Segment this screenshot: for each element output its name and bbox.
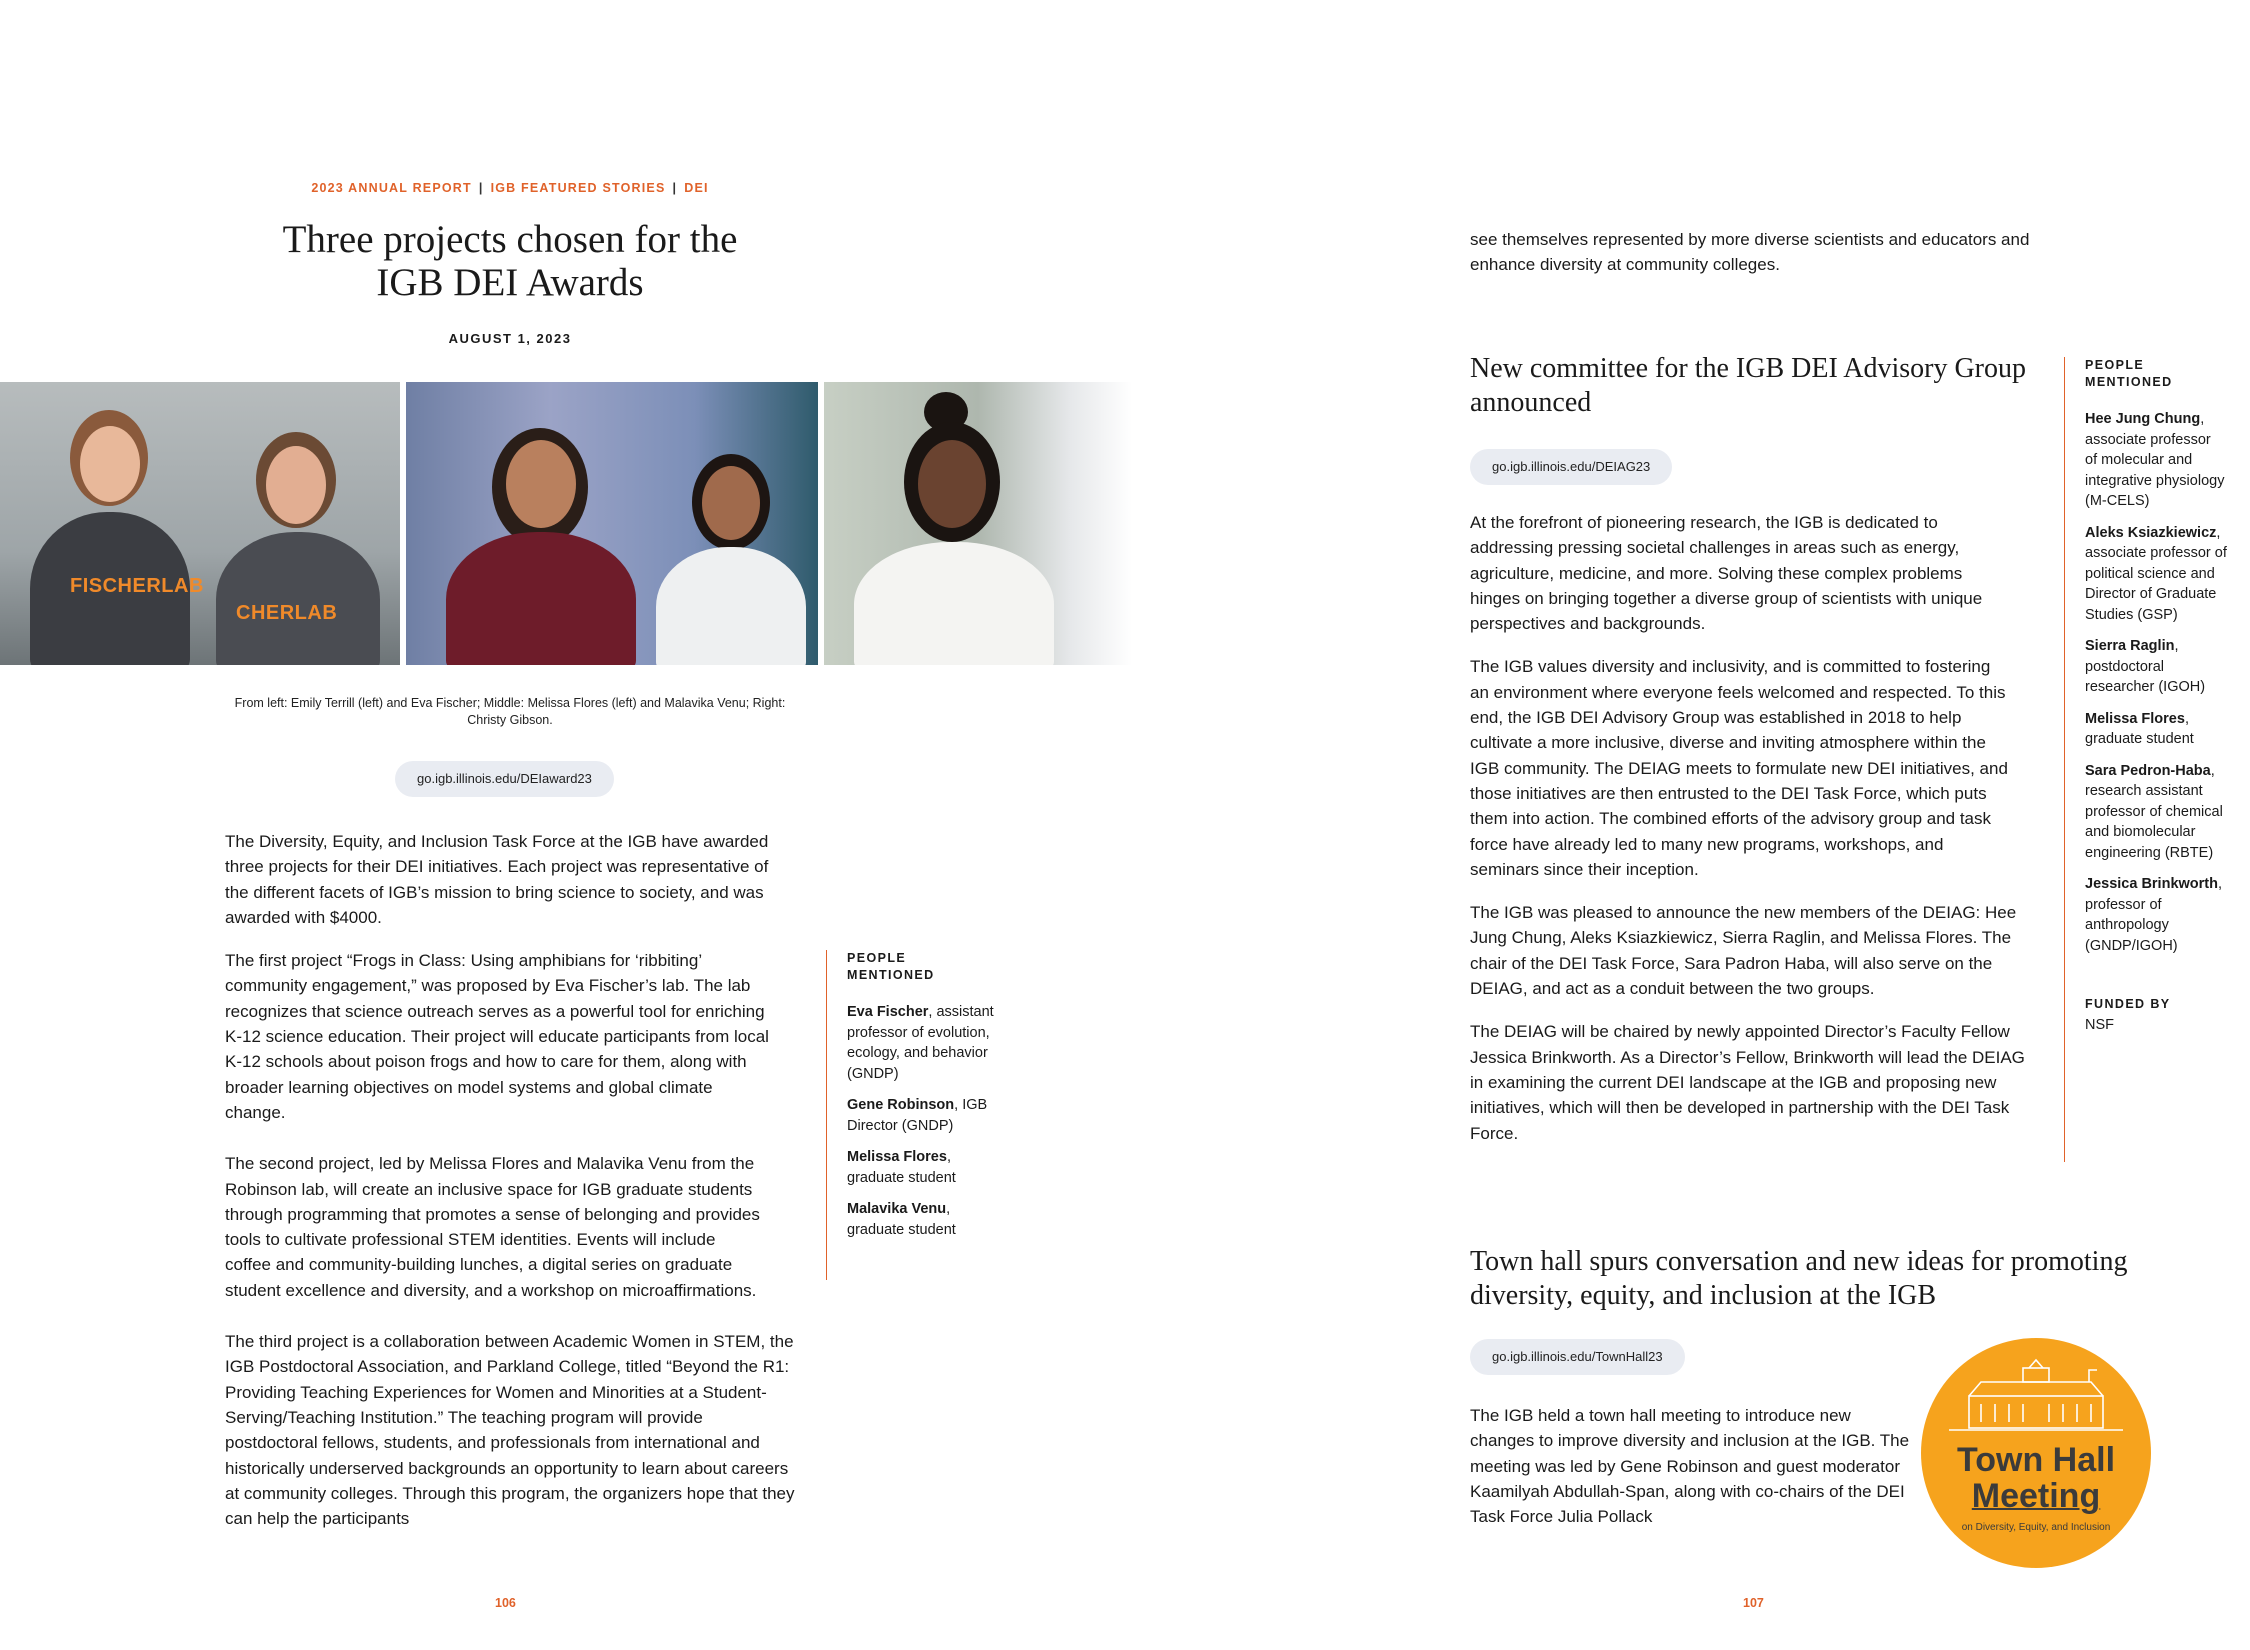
header-report: 2023 ANNUAL REPORT [311, 181, 472, 195]
person-role: , professor of anthropology (GNDP/IGOH) [2085, 876, 2223, 954]
person-entry [2085, 636, 2235, 698]
person-name: Sierra Raglin [2085, 638, 2175, 654]
header-section: IGB FEATURED STORIES [490, 181, 666, 195]
town-hall-subtitle: on Diversity, Equity, and Inclusion [1961, 1522, 2111, 1533]
story-body [1470, 1403, 1910, 1547]
report-header [225, 181, 795, 195]
story-body [1470, 510, 2030, 1164]
town-hall-line-2: Meeting [1971, 1477, 2101, 1515]
paragraph: The IGB held a town hall meeting to introduce new changes to improve diversity and inclusion at the IGB. The meeting was led by Gene Robinson and guest moderator Kaamilyah Abdullah-Span, along with co-chairs of the DEI Task Force Julia Pollack [1470, 1406, 1910, 1527]
paragraph: The IGB values diversity and inclusivity, and is committed to fostering an environment where everyone feels welcomed and respected. To this end, the IGB DEI Advisory Group was established in 2018 to help cultivate a more inclusive, diverse and inviting atmosphere within the IGB community. The DEIAG meets to formulate new DEI initiatives, and those initiatives are then entrusted to the DEI Task Force, which puts them into action. The combined efforts of the advisory group and task force have already led to many new programs, workshops, and seminars since their inception. [1470, 657, 2008, 879]
funded-heading: FUNDED BY [2085, 997, 2171, 1011]
person-role: , graduate student [847, 1201, 956, 1238]
photo-emily-eva [0, 382, 400, 665]
shirt-logo: CHERLAB [236, 602, 338, 624]
person-role: , postdoctoral researcher (IGOH) [2085, 638, 2206, 695]
funded-value: NSF [2085, 1017, 2114, 1033]
continued-text [1470, 227, 2070, 296]
header-topic: DEI [684, 181, 709, 195]
story-title: Town hall spurs conversation and new ideas for promoting diversity, equity, and inclusion at the IGB [1470, 1246, 2128, 1311]
story-title: New committee for the IGB DEI Advisory Group announced [1470, 353, 2026, 418]
person-entry [2085, 761, 2235, 864]
town-hall-line-1: Town Hall [1956, 1441, 2116, 1479]
article-body [225, 829, 795, 1549]
person-name: Sara Pedron-Haba [2085, 762, 2211, 779]
paragraph: At the forefront of pioneering research, the IGB is dedicated to addressing pressing societal challenges in areas such as energy, agriculture, medicine, and more. Solving these complex problems hinges on bringing together a diverse group of scientists with unique perspectives and backgrounds. [1470, 513, 1983, 634]
people-mentioned-sidebar [2064, 357, 2250, 1162]
photo-melissa-malavika [406, 382, 818, 665]
header-separator: | [478, 181, 484, 195]
person-role: , graduate student [847, 1149, 956, 1186]
person-name: Malavika Venu [847, 1201, 947, 1217]
person-entry [2085, 409, 2225, 512]
paragraph: see themselves represented by more diverse scientists and educators and enhance diversity at community colleges. [1470, 230, 2030, 275]
photo-christy [824, 382, 1132, 665]
person-name: Jessica Brinkworth [2085, 876, 2218, 892]
title-line-2: IGB DEI Awards [376, 261, 644, 304]
person-entry [2085, 709, 2235, 750]
person-role: , research assistant professor of chemical and biomolecular engineering (RBTE) [2085, 762, 2223, 861]
person-entry [847, 1002, 1006, 1084]
article-title [225, 218, 795, 304]
person-name: Hee Jung Chung [2085, 411, 2201, 427]
person-role: , IGB Director (GNDP) [847, 1097, 988, 1134]
story-link[interactable]: go.igb.illinois.edu/DEIAG23 [1470, 449, 1672, 485]
page-number: 106 [495, 1596, 516, 1610]
photo-caption: From left: Emily Terrill (left) and Eva Fischer; Middle: Melissa Flores (left) and Malavika Venu; Right: Christy Gibson. [234, 696, 786, 727]
sidebar-heading: PEOPLE MENTIONED [847, 951, 935, 982]
person-role: , graduate student [2085, 710, 2194, 747]
town-hall-logo [1921, 1338, 2151, 1568]
person-entry [2085, 874, 2235, 956]
paragraph: The first project “Frogs in Class: Using amphibians for ‘ribbiting’ community engagement,” was proposed by Eva Fischer’s lab. The lab recognizes that science outreach serves as a powerful tool for enriching K-12 science education. Their project will educate participants from local K-12 schools about poison frogs and how to care for them, along with broader learning objectives on model systems and global climate change. [225, 951, 769, 1122]
person-entry [847, 1147, 1006, 1188]
paragraph: The third project is a collaboration between Academic Women in STEM, the IGB Postdoctoral Association, and Parkland College, titled “Beyond the R1: Providing Teaching Experiences for Women and Minorities at a Student-Serving/Teaching Institution.” The teaching program will provide postdoctoral fellows, students, and professionals from international and historically underserved backgrounds an opportunity to learn about careers at community colleges. Through this program, the organizers hope that they can help the participants [225, 1332, 795, 1529]
paragraph: The IGB was pleased to announce the new members of the DEIAG: Hee Jung Chung, Aleks Ksiazkiewicz, Sierra Raglin, and Melissa Flores. The chair of the DEI Task Force, Sara Padron Haba, will also serve on the DEIAG, and act as a conduit between the two groups. [1470, 903, 2017, 999]
person-name: Eva Fischer [847, 1004, 929, 1020]
person-name: Gene Robinson [847, 1097, 955, 1113]
people-mentioned-sidebar [826, 950, 1006, 1280]
person-role: , associate professor of molecular and integrative physiology (M-CELS) [2085, 411, 2225, 509]
title-line-1: Three projects chosen for the [282, 218, 738, 261]
story-link[interactable]: go.igb.illinois.edu/TownHall23 [1470, 1339, 1685, 1375]
article-date: AUGUST 1, 2023 [448, 331, 572, 346]
shirt-logo: FISCHERLAB [70, 575, 204, 597]
sidebar-heading: PEOPLE MENTIONED [2085, 358, 2173, 389]
person-role: , associate professor of political science and Director of Graduate Studies (GSP) [2085, 524, 2227, 623]
person-name: Melissa Flores [847, 1149, 947, 1165]
person-entry [2085, 523, 2235, 626]
person-role: , assistant professor of evolution, ecology, and behavior (GNDP) [847, 1004, 994, 1082]
person-entry [847, 1199, 1006, 1240]
paragraph: The second project, led by Melissa Flores and Malavika Venu from the Robinson lab, will create an inclusive space for IGB graduate students through programming that promotes a sense of belonging and provides tools to cultivate professional STEM identities. Events will include coffee and community-building lunches, a digital series on graduate student excellence and diversity, and a workshop on microaffirmations. [225, 1154, 760, 1300]
paragraph: The Diversity, Equity, and Inclusion Task Force at the IGB have awarded three projects for their DEI initiatives. Each project was representative of the different facets of IGB’s mission to bring science to society, and was awarded with $4000. [225, 832, 769, 927]
person-entry [847, 1095, 1006, 1136]
page-number: 107 [1743, 1596, 1764, 1610]
header-separator: | [672, 181, 678, 195]
story-link[interactable]: go.igb.illinois.edu/DEIaward23 [395, 761, 614, 797]
person-name: Melissa Flores [2085, 710, 2185, 727]
paragraph: The DEIAG will be chaired by newly appointed Director’s Faculty Fellow Jessica Brinkworth. As a Director’s Fellow, Brinkworth will lead the DEIAG in examining the current DEI landscape at the IGB and proposing new initiatives, which will then be developed in partnership with the DEI Task Force. [1470, 1022, 2025, 1143]
person-name: Aleks Ksiazkiewicz [2085, 524, 2217, 541]
town-hall-heading [1921, 1442, 2151, 1514]
